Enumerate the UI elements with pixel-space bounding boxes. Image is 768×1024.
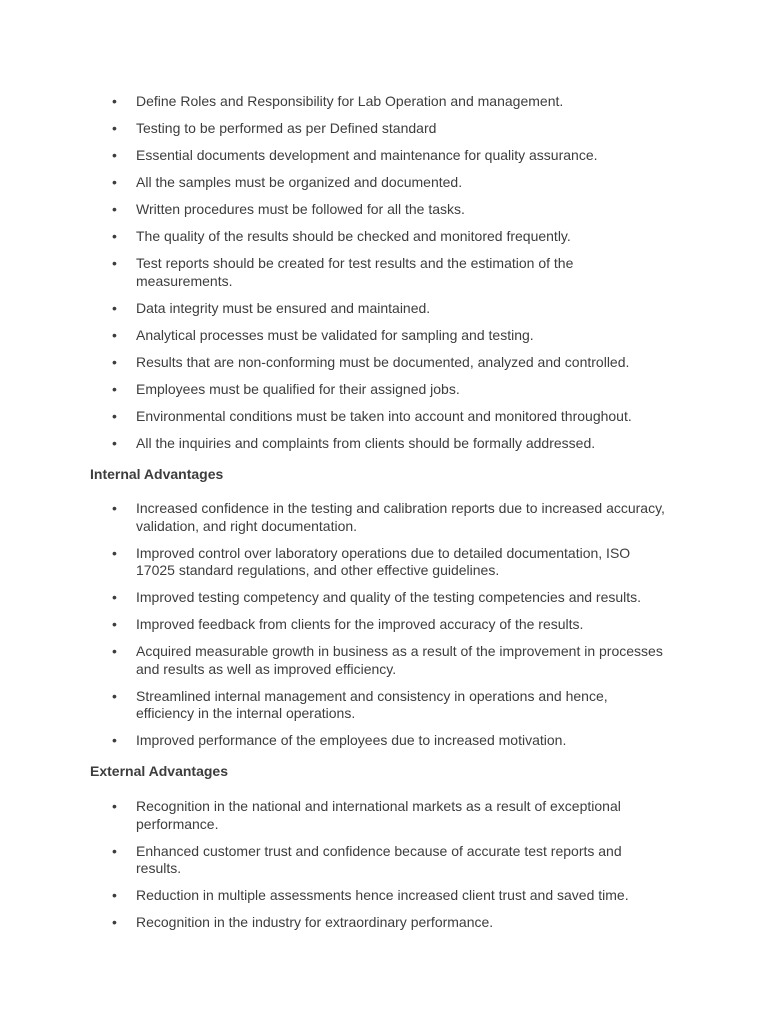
list-item <box>0 732 768 750</box>
bullet-icon: • <box>112 732 117 748</box>
bullet-icon: • <box>112 353 117 370</box>
bullet-icon: • <box>112 798 117 814</box>
bullet-icon: • <box>112 120 117 136</box>
bullet-icon: • <box>112 887 117 903</box>
bullet-icon: • <box>112 326 117 343</box>
bullet-icon: • <box>112 407 117 424</box>
list-item-text: Enhanced customer trust and confidence because of accurate test reports and results. <box>136 842 622 876</box>
list-item <box>0 120 768 138</box>
list-item-text: Employees must be qualified for their assigned jobs. <box>136 380 460 397</box>
list-item-text: Streamlined internal management and consistency in operations and hence, efficiency in the internal operations. <box>136 687 608 721</box>
list-item <box>0 887 768 905</box>
list-item-text: Environmental conditions must be taken into account and monitored throughout. <box>136 407 632 424</box>
list-item <box>0 327 768 345</box>
bullet-icon: • <box>112 589 117 605</box>
list-item-text: Written procedures must be followed for all the tasks. <box>136 201 465 217</box>
requirements-list <box>0 93 768 462</box>
list-item-text: Acquired measurable growth in business as a result of the improvement in processes and results as well as improved efficiency. <box>136 643 663 677</box>
bullet-icon: • <box>112 643 117 659</box>
list-item <box>0 354 768 372</box>
list-item-text: Increased confidence in the testing and calibration reports due to increased accuracy, validation, and right documentation. <box>136 500 665 534</box>
bullet-icon: • <box>112 687 117 704</box>
list-item <box>0 798 768 833</box>
bullet-icon: • <box>112 544 117 561</box>
list-item <box>0 643 768 678</box>
list-item <box>0 255 768 290</box>
list-item-text: Recognition in the industry for extraordinary performance. <box>136 914 494 930</box>
list-item <box>0 500 768 535</box>
list-item <box>0 545 768 580</box>
external-advantages-heading: External Advantages <box>90 763 228 779</box>
list-item <box>0 408 768 426</box>
list-item <box>0 300 768 318</box>
list-item-text: Analytical processes must be validated for sampling and testing. <box>136 326 534 343</box>
list-item <box>0 147 768 165</box>
bullet-icon: • <box>112 434 117 451</box>
bullet-icon: • <box>112 255 117 271</box>
list-item-text: Results that are non-conforming must be documented, analyzed and controlled. <box>136 353 630 370</box>
bullet-icon: • <box>112 93 117 109</box>
list-item <box>0 201 768 219</box>
list-item-text: Improved feedback from clients for the improved accuracy of the results. <box>136 616 584 632</box>
bullet-icon: • <box>112 616 117 632</box>
list-item <box>0 914 768 932</box>
internal-advantages-list <box>0 500 768 759</box>
bullet-icon: • <box>112 201 117 217</box>
list-item <box>0 843 768 878</box>
bullet-icon: • <box>112 842 117 859</box>
list-item-text: Improved testing competency and quality of the testing competencies and results. <box>136 589 642 605</box>
bullet-icon: • <box>112 174 117 190</box>
list-item-text: Improved performance of the employees due to increased motivation. <box>136 732 567 748</box>
bullet-icon: • <box>112 500 117 516</box>
bullet-icon: • <box>112 147 117 163</box>
list-item-text: Reduction in multiple assessments hence increased client trust and saved time. <box>136 887 629 903</box>
list-item <box>0 381 768 399</box>
list-item-text: All the samples must be organized and documented. <box>136 174 463 190</box>
list-item-text: Improved control over laboratory operations due to detailed documentation, ISO 17025 standard regulations, and other effective guidelines. <box>136 544 631 578</box>
bullet-icon: • <box>112 299 117 316</box>
internal-advantages-heading: Internal Advantages <box>90 466 224 482</box>
list-item <box>0 589 768 607</box>
list-item-text: Testing to be performed as per Defined standard <box>136 120 437 136</box>
list-item-text: Test reports should be created for test results and the estimation of the measurements. <box>136 255 574 289</box>
list-item-text: The quality of the results should be checked and monitored frequently. <box>136 228 571 244</box>
list-item-text: Recognition in the national and international markets as a result of exceptional performance. <box>136 798 621 832</box>
external-advantages-list <box>0 798 768 941</box>
bullet-icon: • <box>112 228 117 244</box>
list-item <box>0 435 768 453</box>
list-item <box>0 174 768 192</box>
list-item-text: Essential documents development and maintenance for quality assurance. <box>136 147 598 163</box>
list-item <box>0 688 768 723</box>
list-item-text: Define Roles and Responsibility for Lab Operation and management. <box>136 93 564 109</box>
list-item-text: Data integrity must be ensured and maintained. <box>136 299 431 316</box>
bullet-icon: • <box>112 914 117 930</box>
list-item <box>0 228 768 246</box>
bullet-icon: • <box>112 380 117 397</box>
list-item <box>0 616 768 634</box>
list-item <box>0 93 768 111</box>
list-item-text: All the inquiries and complaints from clients should be formally addressed. <box>136 434 596 451</box>
